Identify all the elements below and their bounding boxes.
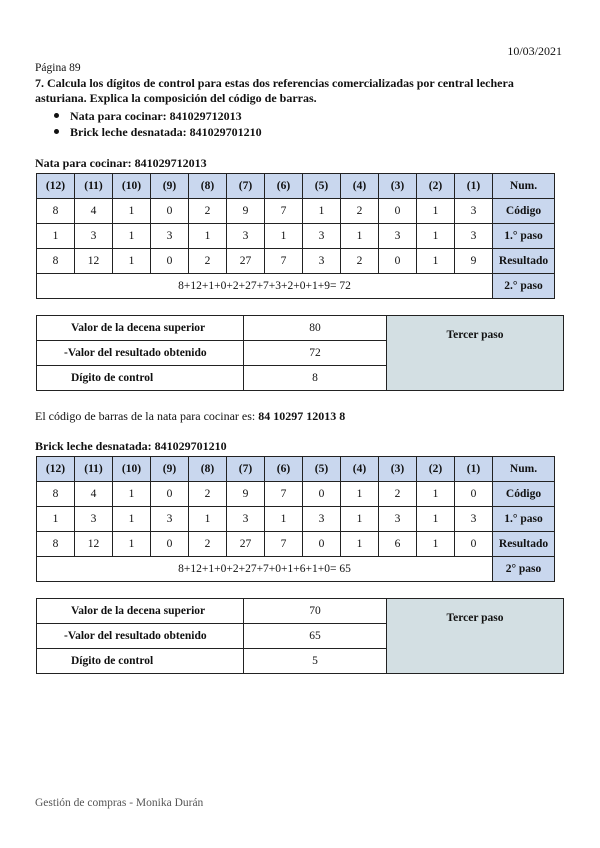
paso1-cell: 1	[37, 224, 75, 249]
paso1-cell: 3	[227, 224, 265, 249]
tercer-paso-label: Tercer paso	[387, 316, 564, 391]
paso1-cell: 1	[189, 507, 227, 532]
resultado-cell: 27	[227, 532, 265, 557]
codigo-cell: 1	[417, 482, 455, 507]
paso1-cell: 3	[227, 507, 265, 532]
resultado-cell: 2	[189, 249, 227, 274]
paso2-label: 2° paso	[493, 557, 555, 582]
position-header-cell: (3)	[379, 174, 417, 199]
date: 10/03/2021	[507, 44, 562, 58]
resultado-cell: 6	[379, 532, 417, 557]
barcode-value: 84 10297 12013 8	[258, 409, 346, 423]
resultado-obtenido-value: 72	[244, 341, 387, 366]
paso1-cell: 1	[113, 224, 151, 249]
table-row	[37, 249, 555, 274]
section-title-nata: Nata para cocinar: 841029712013	[35, 156, 207, 170]
code-table-brick	[36, 456, 555, 582]
codigo-cell: 1	[417, 199, 455, 224]
resultado-obtenido-label: -Valor del resultado obtenido	[37, 341, 244, 366]
resultado-cell: 0	[303, 532, 341, 557]
paso2-label: 2.° paso	[493, 274, 555, 299]
resultado-cell: 27	[227, 249, 265, 274]
codigo-cell: 2	[189, 482, 227, 507]
codigo-cell: 0	[303, 482, 341, 507]
resultado-label: Resultado	[493, 532, 555, 557]
hdr-label: Num.	[493, 174, 555, 199]
resultado-cell: 0	[151, 532, 189, 557]
paso1-cell: 1	[265, 507, 303, 532]
reference-list	[35, 108, 262, 140]
codigo-cell: 1	[113, 482, 151, 507]
codigo-cell: 1	[341, 482, 379, 507]
paso1-cell: 3	[455, 507, 493, 532]
paso1-cell: 3	[151, 224, 189, 249]
paso1-cell: 1	[417, 507, 455, 532]
paso1-cell: 1	[113, 507, 151, 532]
position-header-cell: (8)	[189, 174, 227, 199]
position-header-cell: (9)	[151, 174, 189, 199]
codigo-cell: 0	[151, 482, 189, 507]
resultado-cell: 1	[113, 249, 151, 274]
table-row	[37, 224, 555, 249]
position-header-cell: (3)	[379, 457, 417, 482]
table-row	[37, 557, 555, 582]
paso1-cell: 3	[455, 224, 493, 249]
codigo-cell: 8	[37, 482, 75, 507]
barcode-sentence-text: El código de barras de la nata para cocinar es:	[35, 409, 259, 423]
decena-value: 80	[244, 316, 387, 341]
footer: Gestión de compras - Monika Durán	[35, 797, 204, 809]
resultado-cell: 7	[265, 249, 303, 274]
resultado-cell: 2	[341, 249, 379, 274]
paso1-cell: 1	[37, 507, 75, 532]
codigo-cell: 7	[265, 482, 303, 507]
codigo-label: Código	[493, 482, 555, 507]
position-header-cell: (8)	[189, 457, 227, 482]
paso1-label: 1.° paso	[493, 224, 555, 249]
table-row	[37, 199, 555, 224]
sum-calculation: 8+12+1+0+2+27+7+3+2+0+1+9= 72	[37, 274, 493, 299]
codigo-cell: 9	[227, 199, 265, 224]
position-header-cell: (4)	[341, 457, 379, 482]
codigo-cell: 2	[189, 199, 227, 224]
paso1-cell: 3	[75, 507, 113, 532]
digito-control-label: Dígito de control	[37, 366, 244, 391]
paso1-cell: 3	[379, 224, 417, 249]
paso1-cell: 1	[265, 224, 303, 249]
resultado-cell: 12	[75, 532, 113, 557]
table-row	[37, 532, 555, 557]
resultado-cell: 1	[417, 249, 455, 274]
table-row	[37, 274, 555, 299]
resultado-label: Resultado	[493, 249, 555, 274]
paso1-cell: 3	[303, 224, 341, 249]
table-row	[37, 174, 555, 199]
resultado-cell: 8	[37, 249, 75, 274]
codigo-cell: 0	[379, 199, 417, 224]
table-row	[37, 457, 555, 482]
resultado-cell: 12	[75, 249, 113, 274]
digito-control-label: Dígito de control	[37, 649, 244, 674]
paso1-cell: 1	[189, 224, 227, 249]
resultado-cell: 2	[189, 532, 227, 557]
digito-control-value: 5	[244, 649, 387, 674]
paso1-cell: 3	[75, 224, 113, 249]
resultado-cell: 0	[151, 249, 189, 274]
paso1-cell: 3	[151, 507, 189, 532]
position-header-cell: (5)	[303, 174, 341, 199]
position-header-cell: (1)	[455, 174, 493, 199]
position-header-cell: (2)	[417, 174, 455, 199]
hdr-label: Num.	[493, 457, 555, 482]
paso1-cell: 3	[303, 507, 341, 532]
codigo-cell: 4	[75, 482, 113, 507]
table-row	[37, 599, 564, 624]
codigo-cell: 2	[379, 482, 417, 507]
table-row	[37, 507, 555, 532]
paso1-cell: 3	[379, 507, 417, 532]
section-title-brick: Brick leche desnatada: 841029701210	[35, 439, 227, 453]
codigo-cell: 3	[455, 199, 493, 224]
position-header-cell: (10)	[113, 457, 151, 482]
position-header-cell: (9)	[151, 457, 189, 482]
position-header-cell: (7)	[227, 457, 265, 482]
position-header-cell: (7)	[227, 174, 265, 199]
resultado-cell: 1	[113, 532, 151, 557]
page-number: Página 89	[35, 62, 81, 74]
resultado-cell: 7	[265, 532, 303, 557]
code-table-nata	[36, 173, 555, 299]
decena-label: Valor de la decena superior	[37, 599, 244, 624]
position-header-cell: (10)	[113, 174, 151, 199]
position-header-cell: (6)	[265, 174, 303, 199]
resultado-cell: 8	[37, 532, 75, 557]
position-header-cell: (2)	[417, 457, 455, 482]
codigo-label: Código	[493, 199, 555, 224]
tercer-paso-label: Tercer paso	[387, 599, 564, 674]
codigo-cell: 7	[265, 199, 303, 224]
codigo-cell: 0	[455, 482, 493, 507]
resultado-cell: 0	[455, 532, 493, 557]
codigo-cell: 1	[113, 199, 151, 224]
resultado-cell: 3	[303, 249, 341, 274]
resultado-cell: 1	[341, 532, 379, 557]
position-header-cell: (11)	[75, 457, 113, 482]
resultado-obtenido-label: -Valor del resultado obtenido	[37, 624, 244, 649]
position-header-cell: (6)	[265, 457, 303, 482]
decena-value: 70	[244, 599, 387, 624]
question-text: 7. Calcula los dígitos de control para estas dos referencias comercializadas por central lechera asturiana. Explica la composición del código de barras.	[35, 76, 514, 105]
barcode-sentence	[35, 409, 345, 424]
position-header-cell: (12)	[37, 457, 75, 482]
position-header-cell: (12)	[37, 174, 75, 199]
codigo-cell: 9	[227, 482, 265, 507]
position-header-cell: (5)	[303, 457, 341, 482]
list-item: Nata para cocinar: 841029712013	[35, 108, 262, 124]
list-item: Brick leche desnatada: 841029701210	[35, 124, 262, 140]
resultado-cell: 0	[379, 249, 417, 274]
digito-control-value: 8	[244, 366, 387, 391]
decena-label: Valor de la decena superior	[37, 316, 244, 341]
resultado-cell: 9	[455, 249, 493, 274]
position-header-cell: (11)	[75, 174, 113, 199]
codigo-cell: 1	[303, 199, 341, 224]
position-header-cell: (4)	[341, 174, 379, 199]
resultado-cell: 1	[417, 532, 455, 557]
sum-calculation: 8+12+1+0+2+27+7+0+1+6+1+0= 65	[37, 557, 493, 582]
codigo-cell: 8	[37, 199, 75, 224]
table-row	[37, 482, 555, 507]
codigo-cell: 2	[341, 199, 379, 224]
paso1-label: 1.° paso	[493, 507, 555, 532]
control-table-nata	[36, 315, 564, 391]
control-table-brick	[36, 598, 564, 674]
paso1-cell: 1	[341, 507, 379, 532]
paso1-cell: 1	[417, 224, 455, 249]
resultado-obtenido-value: 65	[244, 624, 387, 649]
table-row	[37, 316, 564, 341]
paso1-cell: 1	[341, 224, 379, 249]
position-header-cell: (1)	[455, 457, 493, 482]
codigo-cell: 0	[151, 199, 189, 224]
codigo-cell: 4	[75, 199, 113, 224]
